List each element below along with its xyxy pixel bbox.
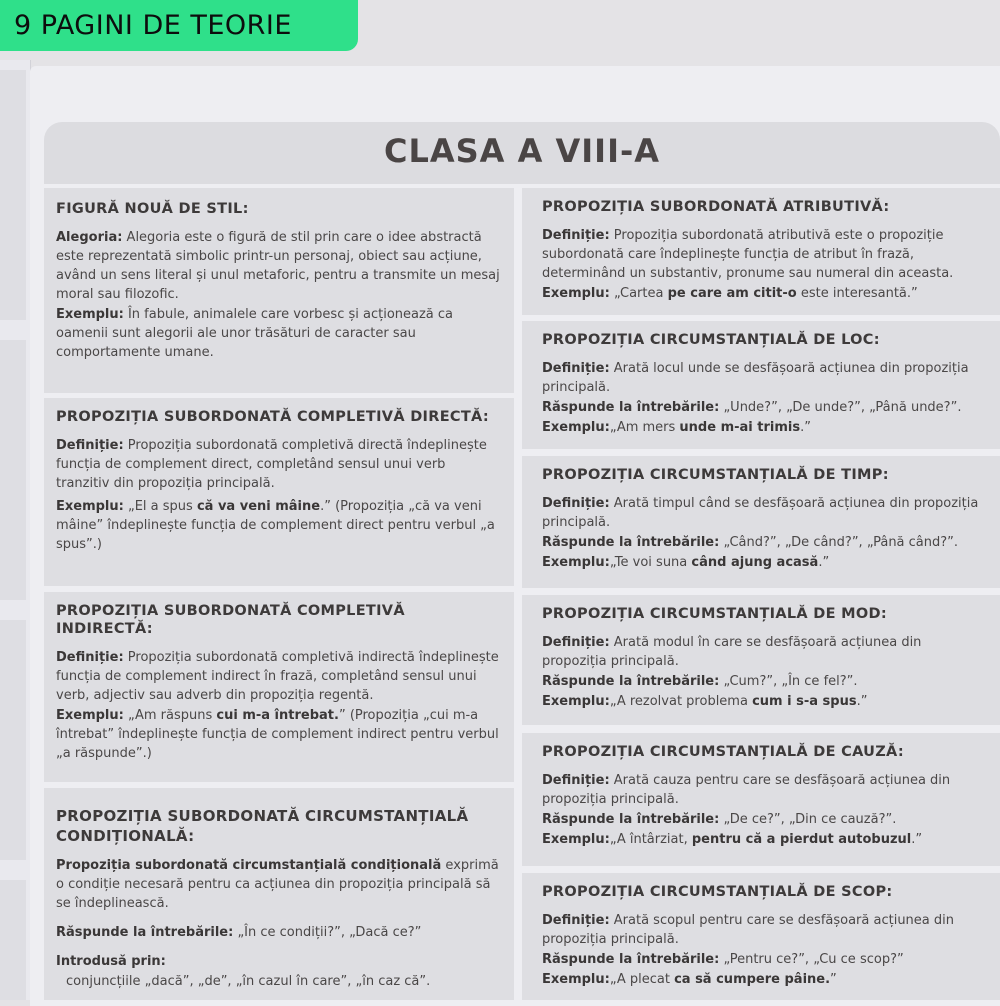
definition: Definiție: Propoziția subordonată atributivă este o propoziție subordonată care îndeplinește funcția de atribut în frază, determinând un substantiv, pronume sau numeral din aceasta. xyxy=(542,228,954,281)
card-heading: PROPOZIȚIA SUBORDONATĂ COMPLETIVĂ DIRECTĂ: xyxy=(56,409,489,425)
card-heading: FIGURĂ NOUĂ DE STIL: xyxy=(56,201,249,217)
card-heading: PROPOZIȚIA CIRCUMSTANȚIALĂ DE LOC: xyxy=(542,332,880,348)
definition: Definiție: Propoziția subordonată completivă indirectă îndeplinește funcția de complement indirect în frază, completând sensul unui verb, adjectiv sau adverb din propoziția regentă. xyxy=(56,650,499,703)
card-heading: PROPOZIȚIA CIRCUMSTANȚIALĂ DE CAUZĂ: xyxy=(542,744,904,760)
card-heading: PROPOZIȚIA SUBORDONATĂ ATRIBUTIVĂ: xyxy=(542,199,890,215)
example: Exemplu:„Am mers unde m-ai trimis.” xyxy=(542,420,811,435)
example: Exemplu:„Te voi suna când ajung acasă.” xyxy=(542,555,830,570)
definition: Alegoria: Alegoria este o figură de stil prin care o idee abstractă este reprezentată simbolic printr-un personaj, obiect sau acțiune, având un sens literal și unul metaforic, pentru a transmite un mesaj moral sau filozofic. xyxy=(56,230,500,302)
questions: Răspunde la întrebările: „În ce condiții?”, „Dacă ce?” xyxy=(56,925,422,940)
example: Exemplu:„A rezolvat problema cum i s-a spus.” xyxy=(542,694,868,709)
card-heading: PROPOZIȚIA CIRCUMSTANȚIALĂ DE TIMP: xyxy=(542,467,889,483)
example: Exemplu: „Cartea pe care am citit-o este interesantă.” xyxy=(542,286,918,301)
card-heading: PROPOZIȚIA CIRCUMSTANȚIALĂ DE MOD: xyxy=(542,606,887,622)
card-circumstantiala-mod xyxy=(522,595,1000,725)
definition: Definiție: Propoziția subordonată completivă directă îndeplinește funcția de complement direct, completând sensul unui verb tranzitiv din propoziția principală. xyxy=(56,438,487,491)
example: Exemplu: „El a spus că va veni mâine.” (Propoziția „că va veni mâine” îndeplinește funcția de complement direct pentru verbul „a spus”.) xyxy=(56,499,495,552)
definition: Definiție: Arată timpul când se desfășoară acțiunea din propoziția principală. xyxy=(542,496,979,530)
card-circumstantiala-scop xyxy=(522,873,1000,1000)
introduced-by-text: conjuncțiile „dacă”, „de”, „în cazul în care”, „în caz că”. xyxy=(66,974,431,989)
card-completiva-indirecta xyxy=(44,592,514,782)
introduced-by-label: Introdusă prin: xyxy=(56,954,166,969)
definition: Definiție: Arată scopul pentru care se desfășoară acțiunea din propoziția principală. xyxy=(542,913,954,947)
card-completiva-directa xyxy=(44,398,514,586)
underlying-page xyxy=(0,60,31,1000)
card-circumstantiala-timp xyxy=(522,456,1000,588)
card-circumstantiala-conditionala xyxy=(44,788,514,1000)
badge-label: 9 PAGINI DE TEORIE xyxy=(14,10,292,41)
questions: Răspunde la întrebările: „Pentru ce?”, „Cu ce scop?” xyxy=(542,952,904,967)
questions: Răspunde la întrebările: „Unde?”, „De unde?”, „Până unde?”. xyxy=(542,400,962,415)
card-circumstantiala-cauza xyxy=(522,733,1000,866)
card-atributiva xyxy=(522,188,1000,315)
definition: Definiție: Arată locul unde se desfășoară acțiunea din propoziția principală. xyxy=(542,361,969,395)
card-heading: PROPOZIȚIA SUBORDONATĂ CIRCUMSTANȚIALĂ CONDIȚIONALĂ: xyxy=(56,807,469,845)
definition: Definiție: Arată modul în care se desfășoară acțiunea din propoziția principală. xyxy=(542,635,922,669)
example: Exemplu: În fabule, animalele care vorbesc și acționează ca oamenii sunt alegorii ale unor trăsături de caracter sau comportamente umane. xyxy=(56,307,454,360)
intro: Propoziția subordonată circumstanțială condițională exprimă o condiție necesară pentru ca acțiunea din propoziția principală să se îndeplinească. xyxy=(56,858,499,911)
example: Exemplu:„A întârziat, pentru că a pierdut autobuzul.” xyxy=(542,832,923,847)
card-heading: PROPOZIȚIA SUBORDONATĂ COMPLETIVĂ INDIRECTĂ: xyxy=(56,603,405,637)
card-circumstantiala-loc xyxy=(522,321,1000,449)
example: Exemplu: „Am răspuns cui m-a întrebat.” (Propoziția „cui m-a întrebat” îndeplinește funcția de complement indirect pentru verbul „a răspunde”.) xyxy=(56,708,499,761)
example: Exemplu:„A plecat ca să cumpere pâine.” xyxy=(542,972,837,987)
title-band xyxy=(44,122,1000,184)
page-title: CLASA A VIII-A xyxy=(383,132,661,170)
card-heading: PROPOZIȚIA CIRCUMSTANȚIALĂ DE SCOP: xyxy=(542,884,893,900)
card-figura-de-stil xyxy=(44,188,514,393)
definition: Definiție: Arată cauza pentru care se desfășoară acțiunea din propoziția principală. xyxy=(542,773,951,807)
questions: Răspunde la întrebările: „Când?”, „De când?”, „Până când?”. xyxy=(542,535,959,550)
pages-count-badge xyxy=(0,0,358,51)
questions: Răspunde la întrebările: „De ce?”, „Din ce cauză?”. xyxy=(542,812,897,827)
questions: Răspunde la întrebările: „Cum?”, „În ce fel?”. xyxy=(542,674,858,689)
